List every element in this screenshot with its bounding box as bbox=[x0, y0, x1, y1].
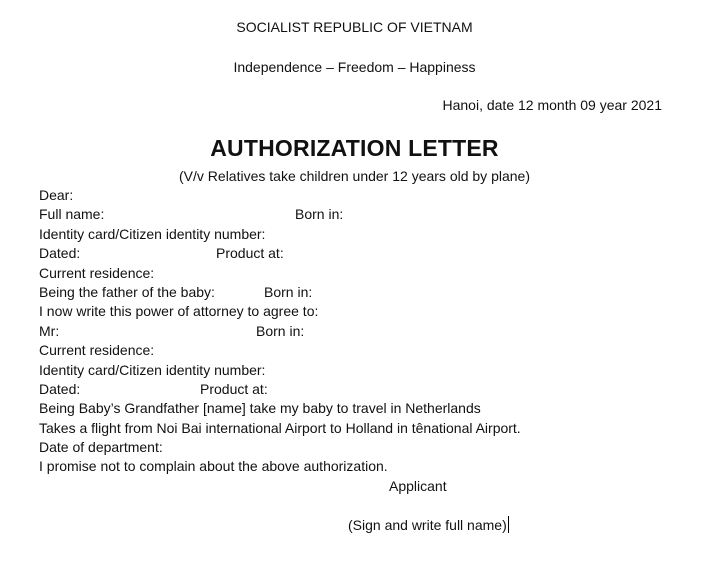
product-at-label: Product at: bbox=[200, 380, 268, 397]
body-line bbox=[39, 302, 689, 321]
body-line bbox=[39, 244, 689, 263]
body-line bbox=[39, 322, 689, 341]
mr-label: Mr: bbox=[39, 322, 60, 339]
body-line bbox=[39, 264, 689, 283]
letter-subtitle: (V/v Relatives take children under 12 years old by plane) bbox=[179, 168, 530, 184]
id-number-label: Identity card/Citizen identity number: bbox=[39, 361, 266, 378]
sign-instruction: (Sign and write full name) bbox=[348, 517, 507, 533]
body-line bbox=[39, 205, 689, 224]
born-in-label: Born in: bbox=[264, 283, 313, 300]
text-cursor bbox=[508, 516, 510, 533]
body-line bbox=[39, 457, 689, 476]
product-at-label: Product at: bbox=[216, 245, 284, 262]
residence-label: Current residence: bbox=[39, 342, 155, 359]
id-number-label: Identity card/Citizen identity number: bbox=[39, 225, 266, 242]
grandfather-line: Being Baby’s Grandfather [name] take my baby to travel in Netherlands bbox=[39, 400, 481, 417]
body-line bbox=[39, 419, 689, 438]
letter-body bbox=[39, 186, 689, 477]
body-line bbox=[39, 438, 689, 457]
promise-line: I promise not to complain about the above authorization. bbox=[39, 458, 388, 475]
dear-label: Dear: bbox=[39, 187, 74, 203]
body-line bbox=[39, 225, 689, 244]
body-line bbox=[39, 186, 689, 205]
body-line bbox=[39, 341, 689, 360]
body-line bbox=[39, 380, 689, 399]
body-line bbox=[39, 283, 689, 302]
born-in-label: Born in: bbox=[256, 322, 305, 339]
flight-line: Takes a flight from Noi Bai international Airport to Holland in tênational Airport. bbox=[39, 419, 521, 436]
father-label: Being the father of the baby: bbox=[39, 283, 215, 300]
body-line bbox=[39, 399, 689, 418]
signature-instruction-line[interactable] bbox=[348, 516, 509, 533]
departure-label: Date of department: bbox=[39, 439, 163, 456]
place-date: Hanoi, date 12 month 09 year 2021 bbox=[442, 97, 662, 113]
motto-heading: Independence – Freedom – Happiness bbox=[233, 59, 476, 75]
country-heading: SOCIALIST REPUBLIC OF VIETNAM bbox=[236, 19, 473, 35]
full-name-label: Full name: bbox=[39, 206, 105, 223]
letter-title: AUTHORIZATION LETTER bbox=[210, 135, 499, 161]
dated-label: Dated: bbox=[39, 380, 81, 397]
born-in-label: Born in: bbox=[295, 206, 344, 223]
body-line bbox=[39, 361, 689, 380]
agree-line: I now write this power of attorney to agree to: bbox=[39, 303, 319, 320]
residence-label: Current residence: bbox=[39, 264, 155, 281]
applicant-label: Applicant bbox=[389, 478, 447, 494]
dated-label: Dated: bbox=[39, 245, 81, 262]
